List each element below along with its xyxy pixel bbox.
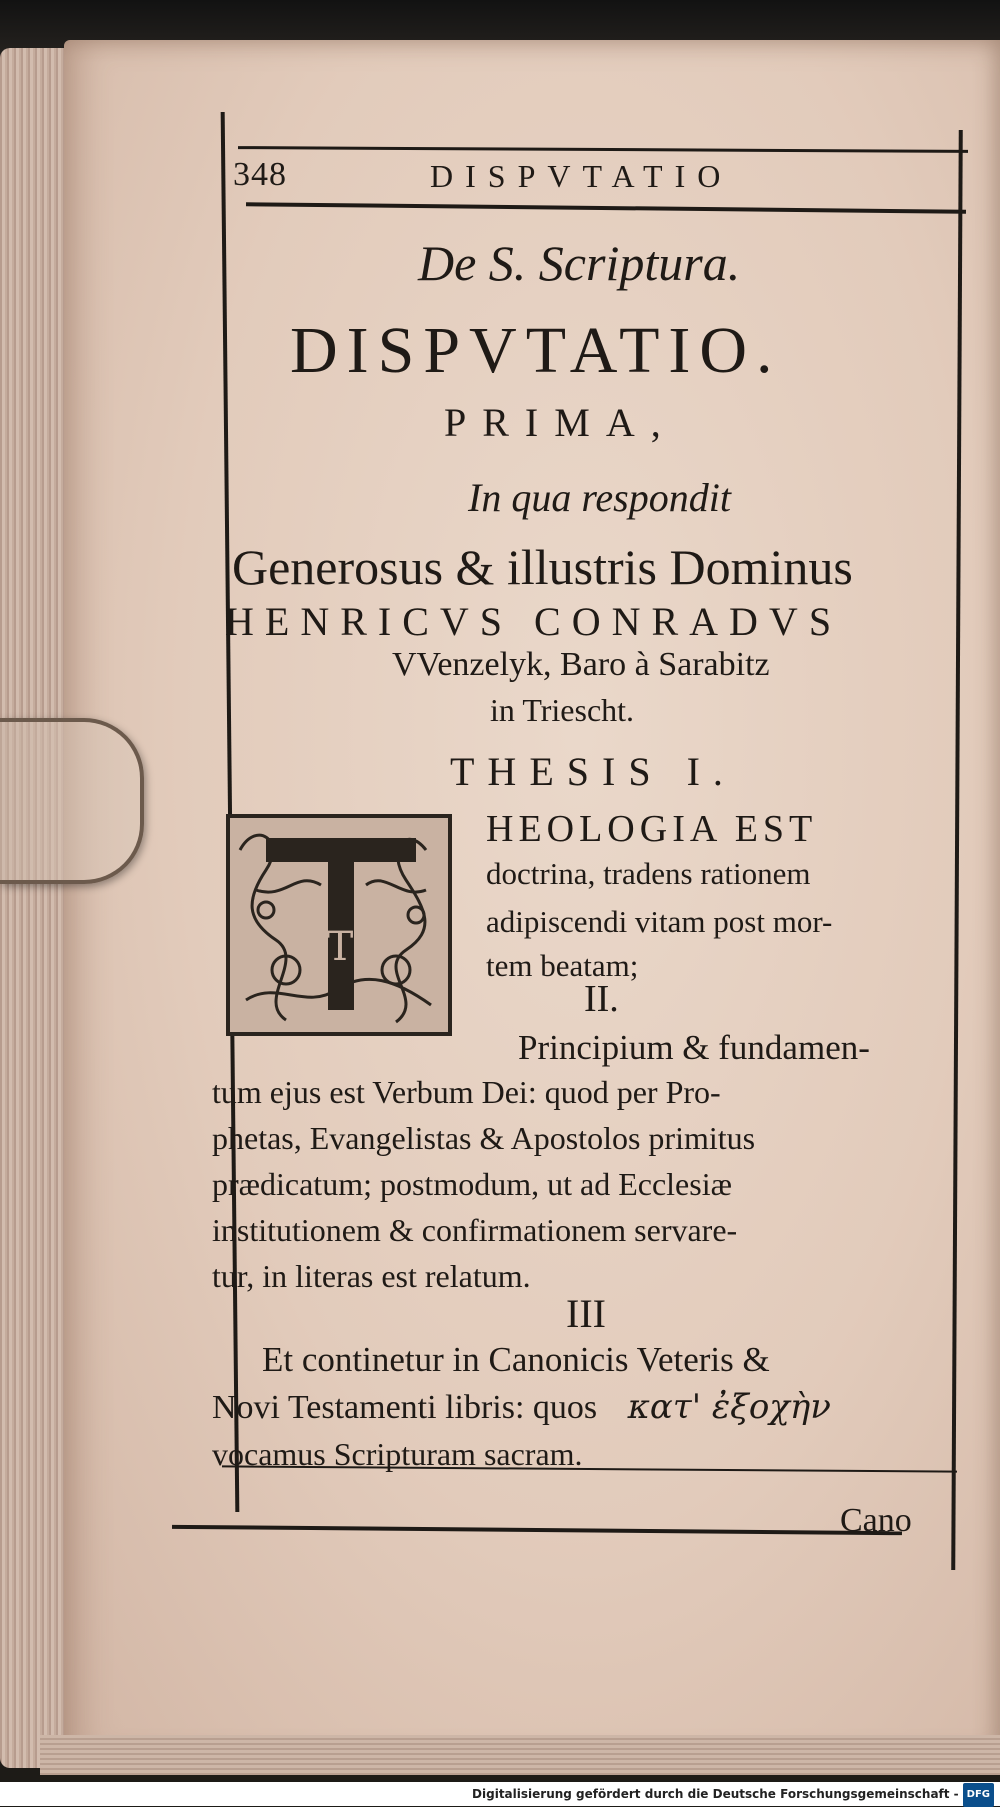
thesis3-line-2-latin: Novi Testamenti libris: quos xyxy=(212,1389,598,1426)
respondent-line-2: HENRICVS CONRADVS xyxy=(225,599,843,644)
thesis2-line-6: tur, in literas est relatum. xyxy=(212,1258,531,1294)
respondent-line-3: VVenzelyk, Baro à Sarabitz xyxy=(392,646,770,683)
catchword: Cano xyxy=(840,1502,912,1539)
thesis2-number: II. xyxy=(584,978,619,1020)
thesis2-line-3: phetas, Evangelistas & Apostolos primitus xyxy=(212,1120,756,1156)
page-bottom-edges xyxy=(40,1735,1000,1775)
disputation-ordinal: PRIMA, xyxy=(444,400,677,445)
thesis2-line-1: Principium & fundamen- xyxy=(518,1028,870,1067)
decorated-initial xyxy=(226,810,454,1038)
thesis3-number: III xyxy=(566,1291,606,1336)
thesis1-line-3: adipiscendi vitam post mor- xyxy=(486,904,833,939)
thesis3-line-3: vocamus Scripturam sacram. xyxy=(212,1436,583,1472)
ornamental-initial-icon xyxy=(226,810,454,1038)
thesis-heading: THESIS I. xyxy=(450,749,736,794)
thesis1-line-4: tem beatam; xyxy=(486,948,639,983)
respondit-line: In qua respondit xyxy=(468,475,731,520)
dfg-logo-icon: DFG xyxy=(963,1783,994,1807)
running-head: DISPVTATIO xyxy=(430,158,733,194)
respondent-line-4: in Triescht. xyxy=(490,692,635,728)
thesis2-line-2: tum ejus est Verbum Dei: quod per Pro- xyxy=(212,1074,721,1110)
thesis1-line-2: doctrina, tradens rationem xyxy=(486,856,811,891)
disputation-title: DISPVTATIO. xyxy=(290,314,782,387)
subject-heading: De S. Scriptura. xyxy=(418,235,741,291)
respondent-line-1: Generosus & illustris Dominus xyxy=(232,539,853,595)
page-number: 348 xyxy=(233,156,287,193)
thesis3-line-2 xyxy=(212,1387,831,1427)
thesis3-line-1: Et continetur in Canonicis Veteris & xyxy=(262,1340,770,1379)
thesis2-line-4: prædicatum; postmodum, ut ad Ecclesiæ xyxy=(212,1166,732,1202)
digitization-footer xyxy=(0,1782,1000,1806)
thesis1-line-1: HEOLOGIA EST xyxy=(486,808,818,850)
footer-credit: Digitalisierung gefördert durch die Deutsche Forschungsgemeinschaft - xyxy=(472,1787,959,1801)
bookmark-clip xyxy=(0,718,144,884)
initial-letter: T xyxy=(326,924,354,970)
thesis2-line-5: institutionem & confirmationem servare- xyxy=(212,1212,738,1248)
thesis3-line-2-greek: κατ' ἐξοχὴν xyxy=(627,1387,831,1427)
